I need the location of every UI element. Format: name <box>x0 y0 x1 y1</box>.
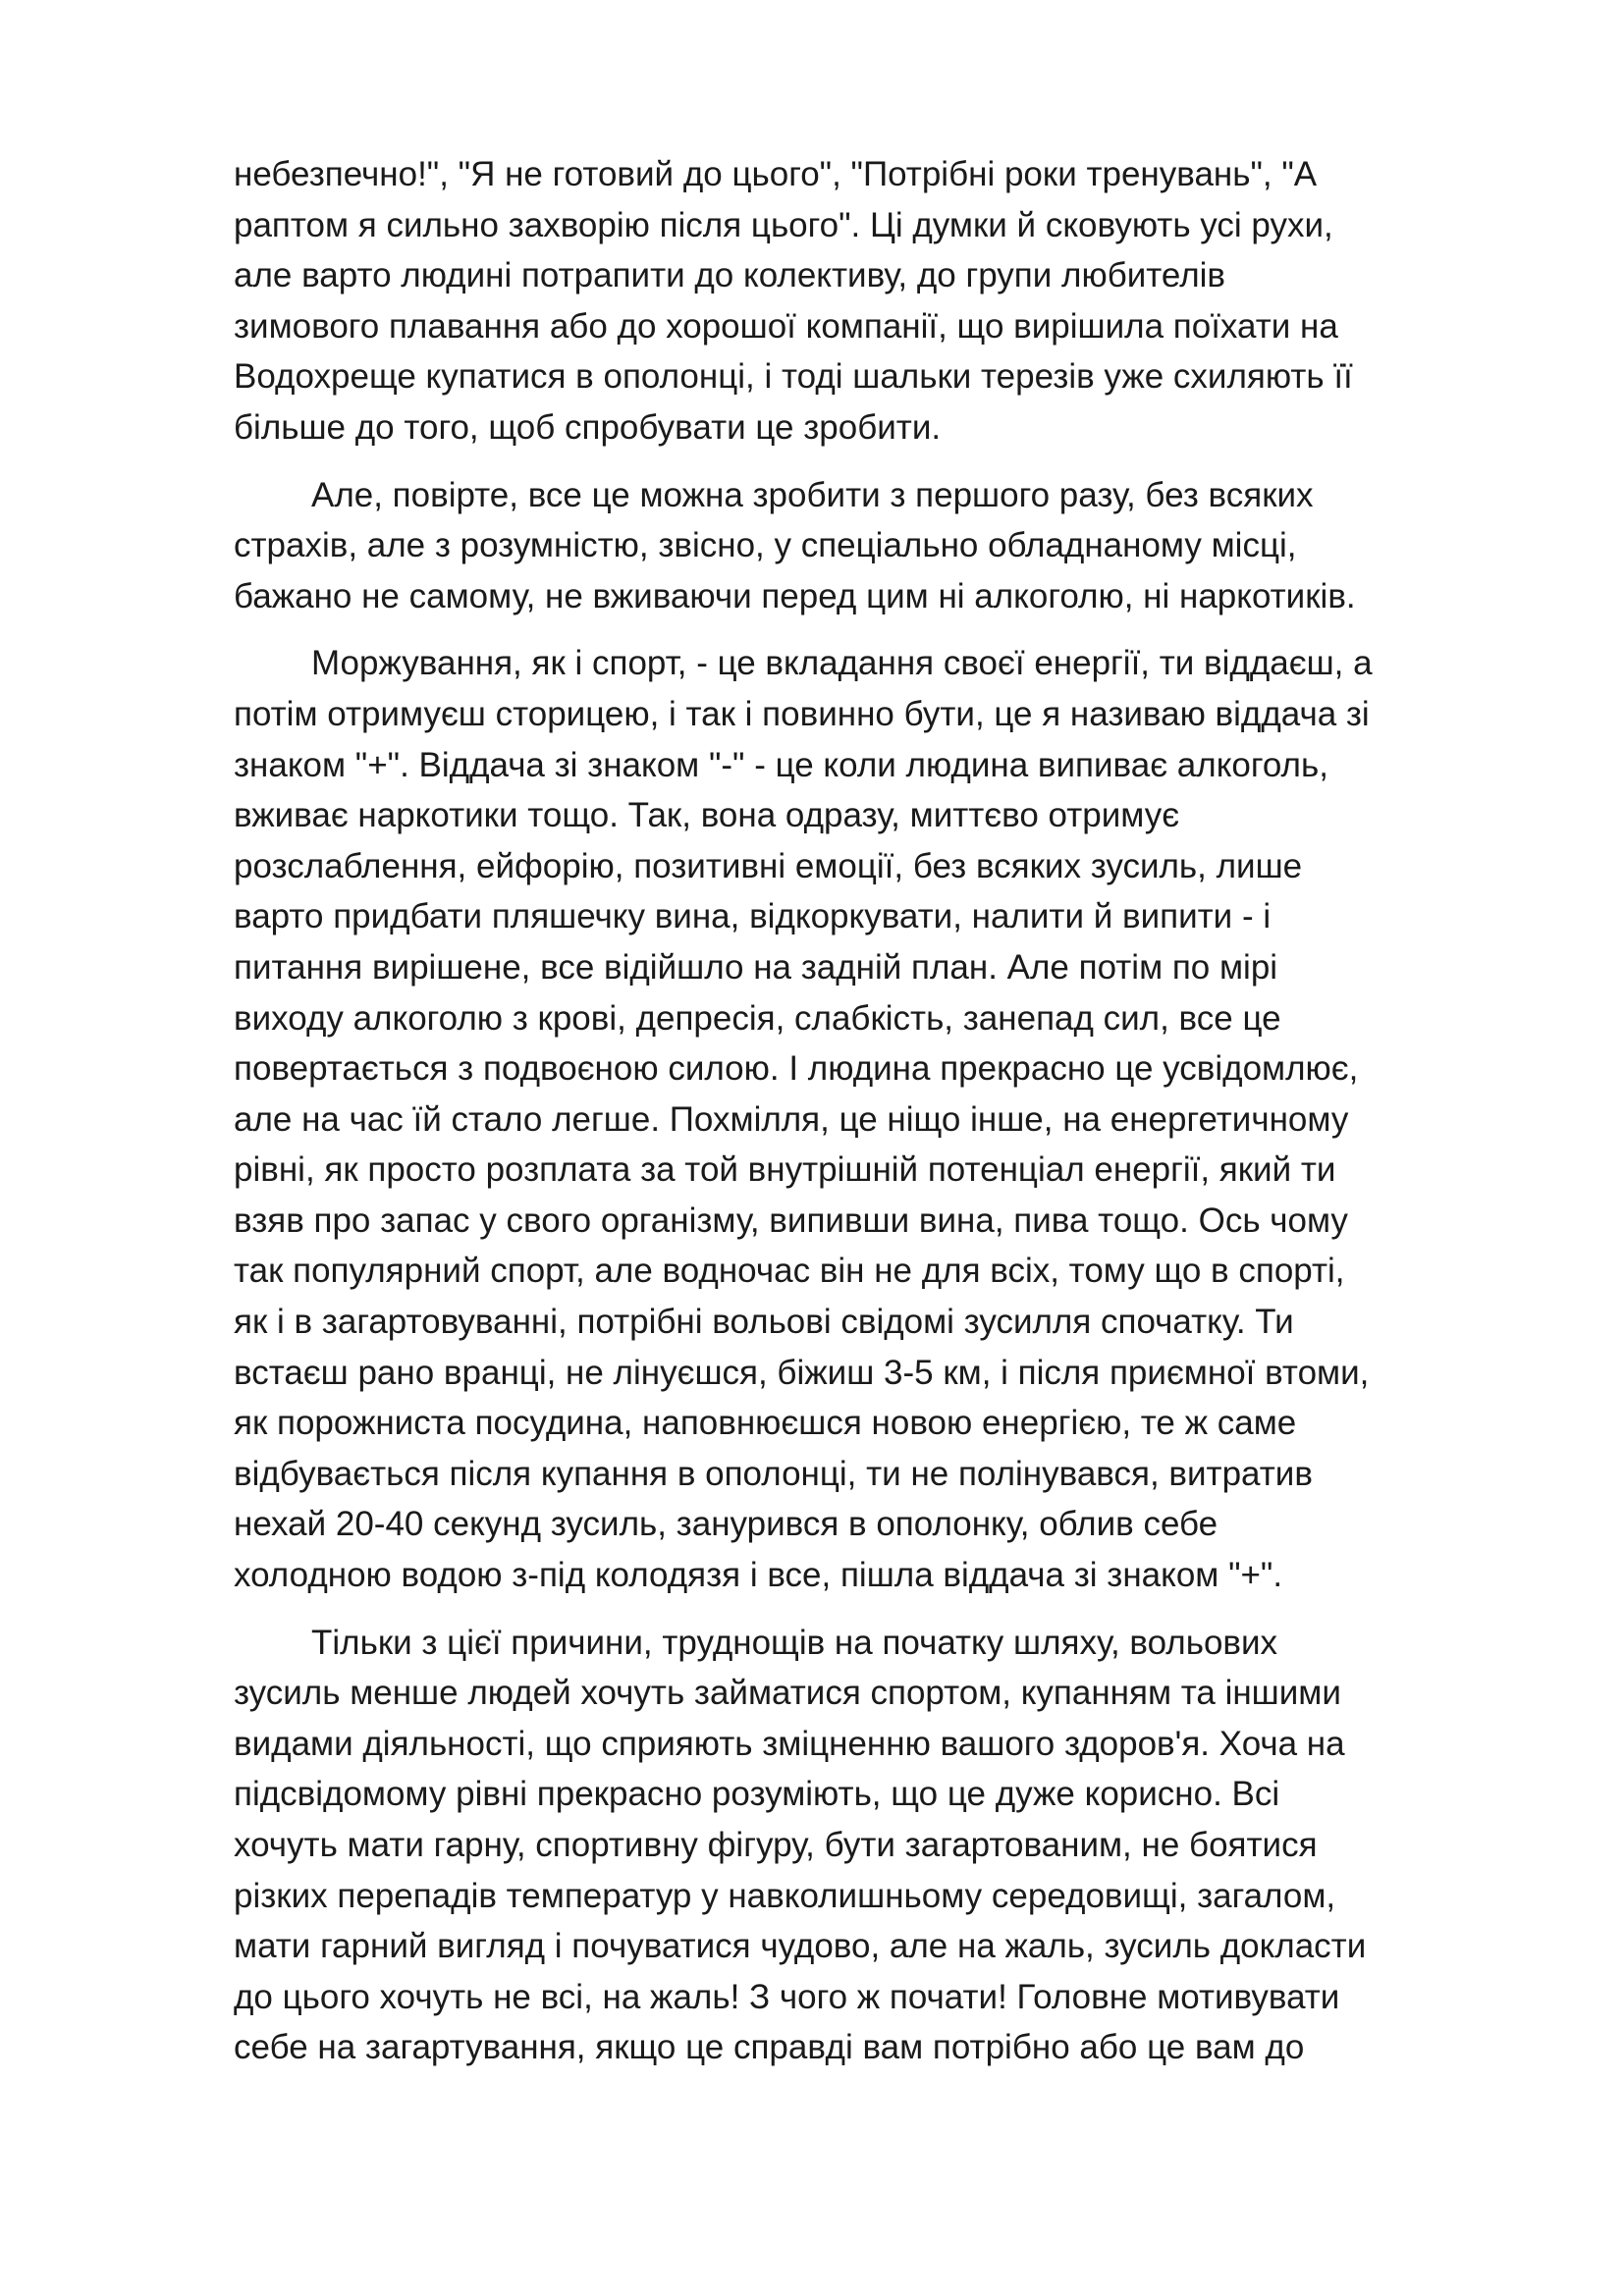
text-line: страхів, але з розумністю, звісно, у спеціально обладнаному місці, <box>234 526 1297 565</box>
text-line: вживає наркотики тощо. Так, вона одразу, миттєво отримує <box>234 796 1180 835</box>
text-line: зусиль менше людей хочуть займатися спортом, купанням та іншими <box>234 1674 1341 1713</box>
text-line: мати гарний вигляд і почуватися чудово, але на жаль, зусиль докласти <box>234 1927 1367 1966</box>
text-line: зимового плавання або до хорошої компанії, що вирішила поїхати на <box>234 306 1338 346</box>
text-line: Моржування, як і спорт, - це вкладання своєї енергії, ти віддаєш, а <box>311 644 1373 683</box>
text-line: питання вирішене, все відійшло на задній план. Але потім по мірі <box>234 947 1278 987</box>
text-line: варто придбати пляшечку вина, відкоркувати, налити й випити - і <box>234 897 1272 936</box>
text-line: до цього хочуть не всі, на жаль! З чого ж почати! Головне мотивувати <box>234 1977 1340 2016</box>
text-line: Але, повірте, все це можна зробити з першого разу, без всяких <box>311 475 1314 514</box>
text-line: нехай 20-40 секунд зусиль, занурився в ополонку, облив себе <box>234 1505 1218 1544</box>
text-line: виходу алкоголю з крові, депресія, слабкість, занепад сил, все це <box>234 998 1281 1038</box>
text-line: бажано не самому, не вживаючи перед цим ні алкоголю, ні наркотиків. <box>234 576 1356 615</box>
text-line: як порожниста посудина, наповнюєшся новою енергією, те ж саме <box>234 1404 1297 1443</box>
text-line: небезпечно!", "Я не готовий до цього", "Потрібні роки тренувань", "А <box>234 155 1318 193</box>
text-line: різких перепадів температур у навколишньому середовищі, загалом, <box>234 1876 1336 1915</box>
text-line: встаєш рано вранці, не лінуєшся, біжиш 3-5 км, і після приємної втоми, <box>234 1353 1370 1392</box>
text-line: але варто людині потрапити до колективу, до групи любителів <box>234 256 1226 295</box>
text-line: раптом я сильно захворію після цього". Ці думки й сковують усі рухи, <box>234 205 1333 244</box>
text-line: повертається з подвоєною силою. І людина прекрасно це усвідомлює, <box>234 1049 1359 1089</box>
text-line: як і в загартовуванні, потрібні вольові свідомі зусилля спочатку. Ти <box>234 1303 1294 1342</box>
text-line: більше до того, щоб спробувати це зробити. <box>234 407 942 447</box>
paragraph-2 <box>234 470 1510 622</box>
text-line: але на час їй стало легше. Похмілля, це ніщо інше, на енергетичному <box>234 1099 1349 1139</box>
text-line: видами діяльності, що сприяють зміцненню вашого здоров'я. Хоча на <box>234 1724 1345 1763</box>
paragraph-1 <box>234 149 1510 454</box>
text-line: взяв про запас у свого організму, випивши вина, пива тощо. Ось чому <box>234 1201 1348 1240</box>
paragraph-4 <box>234 1618 1510 2073</box>
text-line: потім отримуєш сторицею, і так і повинно бути, це я називаю віддача зі <box>234 694 1370 733</box>
text-line: холодною водою з-під колодязя і все, пішла віддача зі знаком "+". <box>234 1556 1283 1595</box>
text-line: хочуть мати гарну, спортивну фігуру, бути загартованим, не боятися <box>234 1826 1318 1864</box>
text-line: підсвідомому рівні прекрасно розуміють, що це дуже корисно. Всі <box>234 1775 1280 1814</box>
text-line: Водохреще купатися в ополонці, і тоді шальки терезів уже схиляють її <box>234 357 1353 397</box>
text-line: відбувається після купання в ополонці, ти не полінувався, витратив <box>234 1454 1313 1493</box>
text-line: знаком "+". Віддача зі знаком "-" - це коли людина випиває алкоголь, <box>234 745 1328 784</box>
text-line: рівні, як просто розплата за той внутрішній потенціал енергії, який ти <box>234 1150 1336 1190</box>
text-line: Тільки з цієї причини, труднощів на початку шляху, вольових <box>311 1623 1278 1662</box>
document-body <box>234 149 1510 2090</box>
text-line: так популярний спорт, але водночас він не для всіх, тому що в спорті, <box>234 1252 1345 1291</box>
paragraph-3 <box>234 638 1510 1600</box>
text-line: себе на загартування, якщо це справді вам потрібно або це вам до <box>234 2028 1305 2067</box>
text-line: розслаблення, ейфорію, позитивні емоції, без всяких зусиль, лише <box>234 846 1303 885</box>
